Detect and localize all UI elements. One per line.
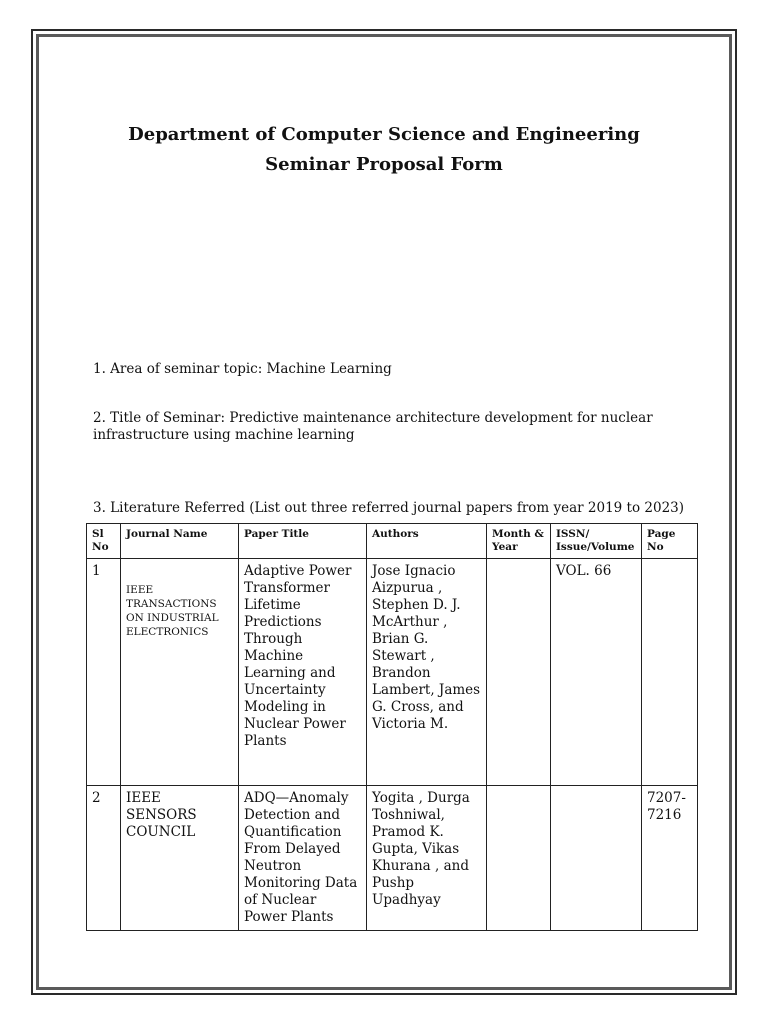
cell-authors: Yogita , Durga Toshniwal, Pramod K. Gupta, Vikas Khurana , and Pushp Upadhyay (367, 786, 487, 931)
department-title: Department of Computer Science and Engineering (128, 124, 640, 145)
header-page-no: Page No (642, 524, 698, 559)
cell-journal-name: IEEE SENSORS COUNCIL (121, 786, 239, 931)
cell-authors: Jose Ignacio Aizpurua , Stephen D. J. McArthur , Brian G. Stewart , Brandon Lambert, James G. Cross, and Victoria M. (367, 559, 487, 786)
form-title: Seminar Proposal Form (265, 154, 503, 175)
literature-heading: 3. Literature Referred (List out three referred journal papers from year 2019 to 2023) (93, 500, 685, 516)
literature-table (86, 523, 698, 931)
cell-month-year (487, 559, 551, 786)
cell-page-no: 7207-7216 (642, 786, 698, 931)
cell-paper-title: ADQ—Anomaly Detection and Quantification From Delayed Neutron Monitoring Data of Nuclear Power Plants (239, 786, 367, 931)
header-sl-no: Sl No (87, 524, 121, 559)
cell-month-year (487, 786, 551, 931)
cell-issn: VOL. 66 (551, 559, 642, 786)
seminar-title: 2. Title of Seminar: Predictive maintenance architecture development for nuclear infrastructure using machine learning (93, 410, 653, 443)
cell-page-no (642, 559, 698, 786)
table-header-row (87, 524, 698, 559)
header-authors: Authors (367, 524, 487, 559)
cell-paper-title: Adaptive Power Transformer Lifetime Predictions Through Machine Learning and Uncertainty Modeling in Nuclear Power Plants (239, 559, 367, 786)
cell-journal-name: IEEE TRANSACTIONS ON INDUSTRIAL ELECTRONICS (121, 559, 239, 786)
header-journal-name: Journal Name (121, 524, 239, 559)
header-paper-title: Paper Title (239, 524, 367, 559)
table-row (87, 786, 698, 931)
header-issn: ISSN/ Issue/Volume (551, 524, 642, 559)
cell-sl-no: 2 (87, 786, 121, 931)
header-month-year: Month & Year (487, 524, 551, 559)
table-row (87, 559, 698, 786)
cell-sl-no: 1 (87, 559, 121, 786)
cell-issn (551, 786, 642, 931)
seminar-area: 1. Area of seminar topic: Machine Learning (93, 361, 392, 377)
